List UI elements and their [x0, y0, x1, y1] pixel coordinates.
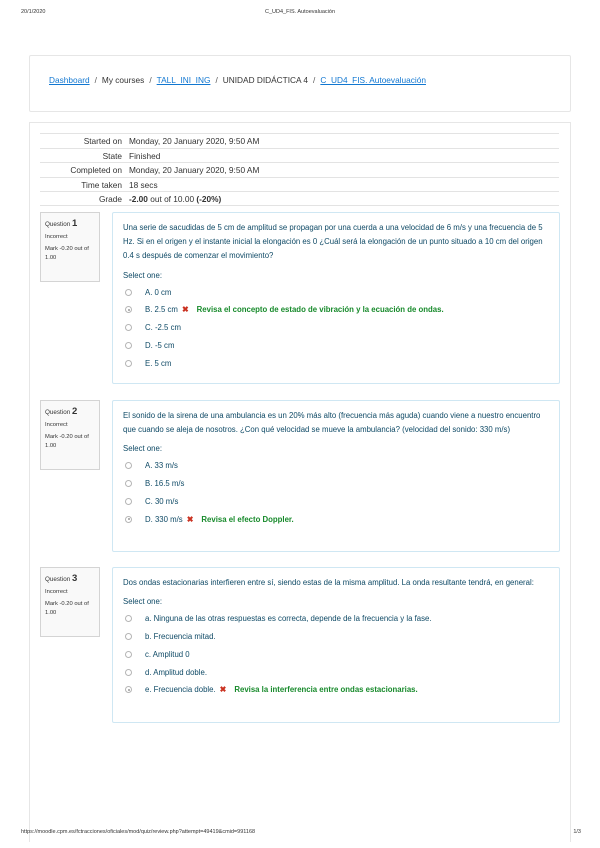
- radio-button-icon[interactable]: [125, 480, 132, 487]
- question-mark: Mark -0.20 out of 1.00: [45, 245, 89, 261]
- breadcrumb-container: [29, 55, 571, 112]
- breadcrumb-my-courses: My courses: [101, 75, 145, 85]
- breadcrumb-unit: UNIDAD DIDÁCTICA 4: [222, 75, 309, 85]
- radio-button-icon[interactable]: [125, 498, 132, 505]
- answer-option[interactable]: A. 33 m/s: [123, 458, 549, 476]
- breadcrumb-dashboard[interactable]: Dashboard: [49, 75, 90, 85]
- state-value: Finished: [129, 150, 161, 161]
- summary-row-grade: [40, 191, 559, 206]
- print-url: https://moodle.cpm.es/fctracciones/oficiales/mod/quiz/review.php?attempt=49419&cmid=991168: [21, 829, 256, 835]
- answer-list: [123, 285, 549, 374]
- question-info-1: [40, 212, 100, 282]
- answer-list: [123, 458, 549, 529]
- question-state: Incorrect: [45, 234, 68, 241]
- question-info-2: [40, 400, 100, 470]
- time-value: 18 secs: [129, 179, 158, 190]
- summary-row-completed: [40, 162, 559, 177]
- question-label: Question: [45, 409, 71, 416]
- radio-button-icon[interactable]: [125, 289, 132, 296]
- attempt-summary-table: [40, 133, 559, 206]
- started-label: Started on: [83, 136, 122, 146]
- radio-button-icon[interactable]: [125, 633, 132, 640]
- print-footer: [0, 829, 600, 839]
- answer-option-selected[interactable]: D. 330 m/s ✖ Revisa el efecto Doppler.: [123, 512, 549, 530]
- answer-feedback: Revisa el concepto de estado de vibración y la ecuación de ondas.: [196, 305, 444, 315]
- completed-value: Monday, 20 January 2020, 9:50 AM: [129, 165, 260, 175]
- answer-list: [123, 611, 549, 700]
- answer-option[interactable]: A. 0 cm: [123, 285, 549, 303]
- answer-option-selected[interactable]: B. 2.5 cm ✖ Revisa el concepto de estado de vibración y la ecuación de ondas.: [123, 302, 549, 320]
- answer-option[interactable]: C. 30 m/s: [123, 494, 549, 512]
- question-info-3: [40, 567, 100, 637]
- question-label: Question: [45, 221, 71, 228]
- print-date: 20/1/2020: [21, 9, 46, 15]
- grade-label: Grade: [98, 194, 122, 204]
- radio-button-icon[interactable]: [125, 306, 132, 313]
- grade-out-of: out of 10.00: [147, 194, 197, 204]
- radio-button-icon[interactable]: [125, 324, 132, 331]
- question-state: Incorrect: [45, 422, 68, 429]
- question-mark: Mark -0.20 out of 1.00: [45, 600, 89, 616]
- started-value: Monday, 20 January 2020, 9:50 AM: [129, 136, 260, 146]
- answer-option[interactable]: a. Ninguna de las otras respuestas es correcta, depende de la frecuencia y la fase.: [123, 611, 549, 629]
- question-content-2: [112, 400, 560, 552]
- question-text: Una serie de sacudidas de 5 cm de amplitud se propagan por una cuerda a una velocidad de 6 m/s y una frecuencia de 5 Hz. Si en el origen y el instante inicial la elongación es 0 ¿Cuál será la elongación de un punto situado a 10 cm del origen 0.4 s después de comenzar el movimiento?: [123, 223, 543, 261]
- radio-button-icon[interactable]: [125, 462, 132, 469]
- answer-option[interactable]: E. 5 cm: [123, 356, 549, 374]
- question-label: Question: [45, 576, 71, 583]
- summary-row-started: [40, 133, 559, 148]
- grade-value: [129, 194, 221, 204]
- summary-row-time: [40, 177, 559, 192]
- state-label: State: [102, 150, 122, 161]
- radio-button-icon[interactable]: [125, 651, 132, 658]
- print-header: [0, 9, 600, 19]
- breadcrumb-course[interactable]: TALL_INI_ING: [156, 75, 211, 85]
- radio-button-icon[interactable]: [125, 360, 132, 367]
- answer-option[interactable]: b. Frecuencia mitad.: [123, 629, 549, 647]
- question-text: Dos ondas estacionarias interfieren entre sí, siendo estas de la misma amplitud. La onda resultante tendrá, en general:: [123, 578, 534, 587]
- time-label: Time taken: [81, 179, 122, 190]
- answer-feedback: Revisa la interferencia entre ondas estacionarias.: [234, 685, 418, 695]
- answer-feedback: Revisa el efecto Doppler.: [201, 514, 294, 524]
- answer-option[interactable]: B. 16.5 m/s: [123, 476, 549, 494]
- radio-button-icon[interactable]: [125, 669, 132, 676]
- select-prompt: Select one:: [123, 444, 163, 454]
- print-page-number: 1/3: [573, 829, 581, 835]
- radio-button-icon[interactable]: [125, 615, 132, 622]
- cross-icon: ✖: [181, 305, 189, 315]
- grade-score: -2.00: [129, 194, 148, 204]
- answer-option[interactable]: D. -5 cm: [123, 338, 549, 356]
- select-prompt: Select one:: [123, 597, 163, 607]
- question-state: Incorrect: [45, 589, 68, 596]
- summary-row-state: [40, 148, 559, 163]
- question-number: 3: [71, 573, 78, 584]
- question-text: El sonido de la sirena de una ambulancia es un 20% más alto (frecuencia más aguda) cuando viene a nuestro encuentro que cuando se aleja de nosotros. ¿Con qué velocidad se mueve la ambulancia? (velocidad del sonido: 330 m/s): [123, 411, 541, 435]
- breadcrumb: Dashboard / My courses / TALL_INI_ING / UNIDAD DIDÁCTICA 4 / C_UD4_FIS. Autoevaluación: [49, 75, 426, 85]
- question-number: 1: [71, 218, 78, 229]
- question-number: 2: [71, 406, 78, 417]
- question-mark: Mark -0.20 out of 1.00: [45, 433, 89, 449]
- radio-button-icon[interactable]: [125, 686, 132, 693]
- question-content-3: [112, 567, 560, 723]
- cross-icon: ✖: [186, 514, 194, 524]
- radio-button-icon[interactable]: [125, 342, 132, 349]
- answer-option[interactable]: C. -2.5 cm: [123, 320, 549, 338]
- answer-option[interactable]: c. Amplitud 0: [123, 647, 549, 665]
- radio-button-icon[interactable]: [125, 516, 132, 523]
- breadcrumb-quiz[interactable]: C_UD4_FIS. Autoevaluación: [320, 75, 426, 85]
- completed-label: Completed on: [70, 165, 122, 175]
- question-content-1: [112, 212, 560, 384]
- grade-percent: (-20%): [196, 194, 222, 204]
- print-title: C_UD4_FIS. Autoevaluación: [264, 9, 335, 15]
- answer-option[interactable]: d. Amplitud doble.: [123, 665, 549, 683]
- answer-option-selected[interactable]: e. Frecuencia doble. ✖ Revisa la interferencia entre ondas estacionarias.: [123, 682, 549, 700]
- select-prompt: Select one:: [123, 270, 163, 280]
- cross-icon: ✖: [219, 685, 227, 695]
